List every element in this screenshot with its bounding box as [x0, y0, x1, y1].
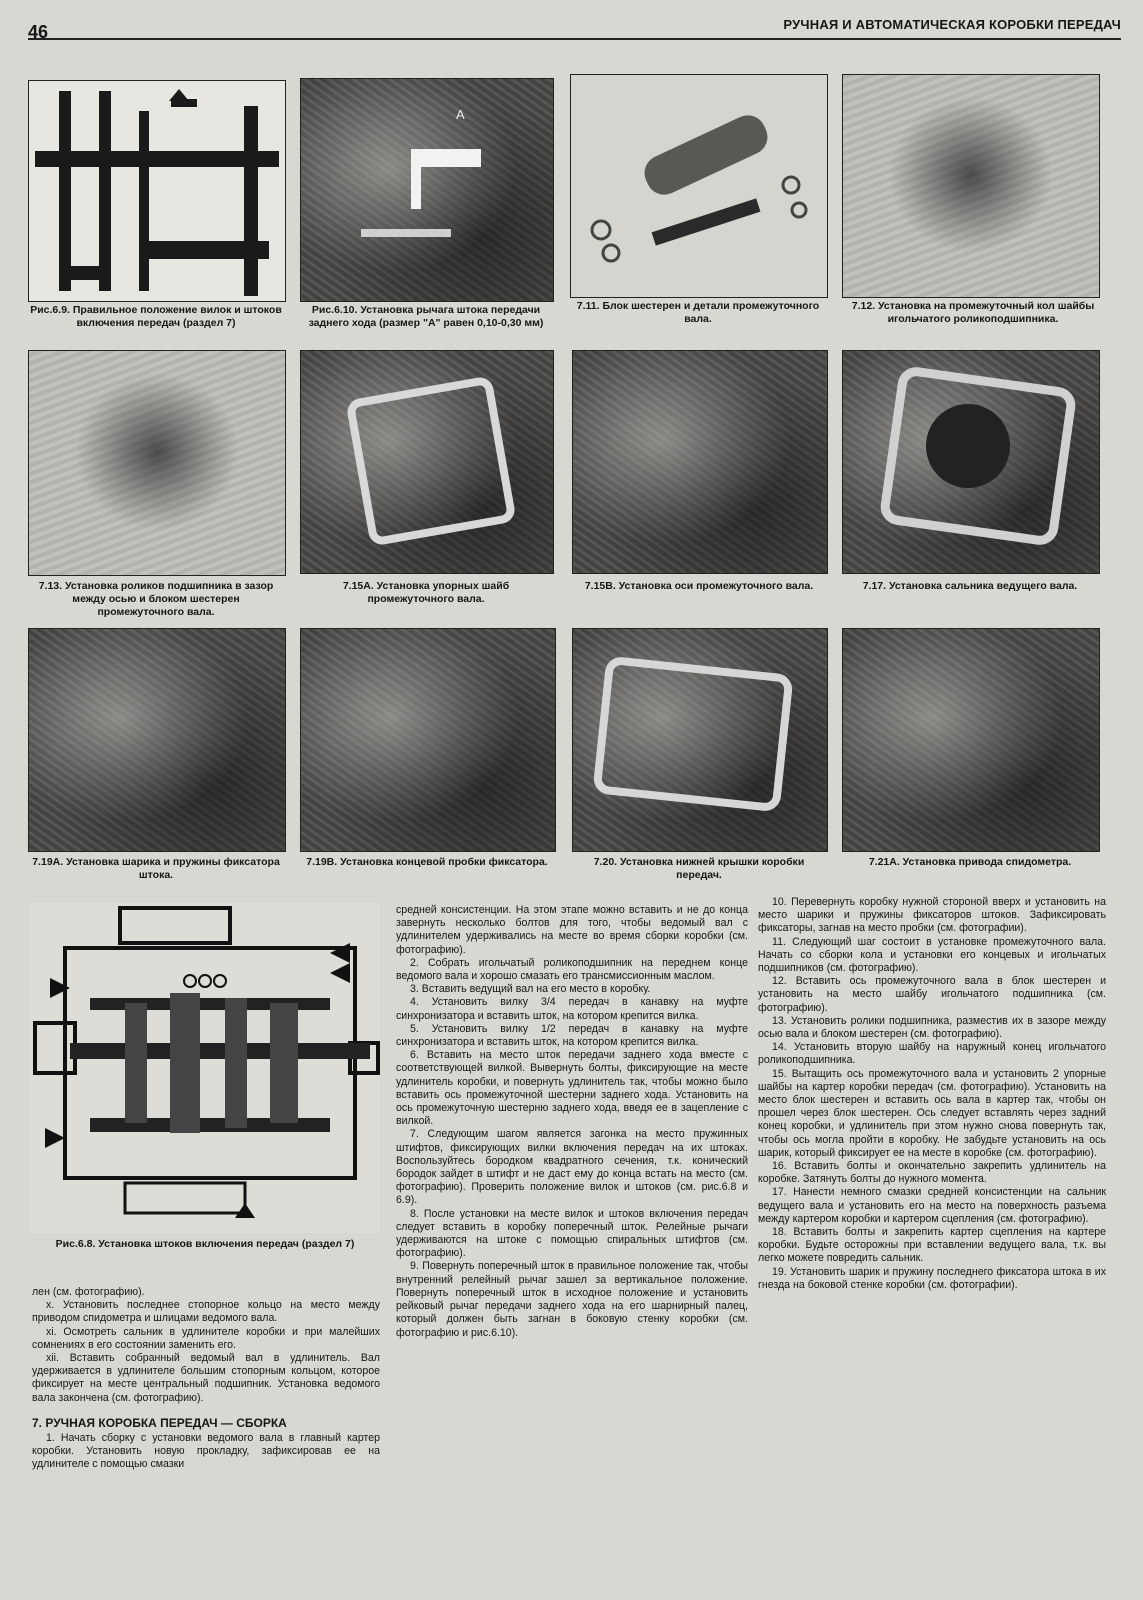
figure-6-8-gearbox-diagram: [30, 903, 380, 1233]
left-paragraph: лен (см. фотографию).: [32, 1286, 145, 1298]
caption-fig-6-10: Рис.6.10. Установка рычага штока передачи заднего хода (размер "А" равен 0,10-0,30 мм): [308, 304, 544, 329]
right-paragraph: 15. Вытащить ось промежуточного вала и установить 2 упорные шайбы на картер коробки передач (см. фотографию). Установить на место блок шестерен и вставить ось вала в картер так, чтобы он прошел через блок шестерен. Ось следует вставлять через задний конец коробки, и удлинитель при этом нужно снова повернуть так, чтобы ось могла пройти в коробку. Не забудьте установить на ось шарик, который фиксирует ее на месте в коробке (см. фотографию).: [758, 1067, 1106, 1159]
right-text-column: [758, 896, 1106, 1292]
right-paragraph: 16. Вставить болты и окончательно закрепить удлинитель на коробке. Затянуть болты до нужного момента.: [758, 1160, 1106, 1186]
gearbox-cross-section: [30, 903, 380, 1233]
right-paragraph: 18. Вставить болты и закрепить картер сцепления на картере коробки. Будьте осторожны при вставлении ведущего вала, т.к. вы легко можете повредить сальник.: [758, 1226, 1106, 1265]
section-heading: 7. РУЧНАЯ КОРОБКА ПЕРЕДАЧ — СБОРКА: [32, 1415, 287, 1430]
fork-rods-drawing: [29, 81, 285, 301]
left-paragraph: xii. Вставить собранный ведомый вал в удлинитель. Вал удерживается в удлинителе большим стопорным кольцом, которое фиксирует на месте центральный подшипник. Установка ведомого вала закончена (см. фотографию).: [32, 1352, 380, 1404]
photo-7-12: [842, 74, 1100, 298]
caption-7-19a: 7.19А. Установка шарика и пружины фиксатора штока.: [32, 856, 280, 881]
photo-7-17: [842, 350, 1100, 574]
caption-7-11: 7.11. Блок шестерен и детали промежуточного вала.: [576, 300, 820, 325]
photo-7-20: [572, 628, 828, 852]
caption-7-20: 7.20. Установка нижней крышки коробки передач.: [593, 856, 805, 881]
right-paragraph: 17. Нанести немного смазки средней консистенции на сальник ведущего вала и установить его на место на поверхность разъема между картером коробки и картером сцепления (см. фотографию).: [758, 1186, 1106, 1225]
middle-paragraph: 2. Собрать игольчатый роликоподшипник на переднем конце ведомого вала и хорошо смазать его трансмиссионным маслом.: [396, 956, 748, 983]
caption-fig-6-8: Рис.6.8. Установка штоков включения передач (раздел 7): [55, 1238, 355, 1250]
middle-paragraph: 9. Повернуть поперечный шток в правильное положение так, чтобы внутренний релейный рычаг зашел за вертикальное положение. Повернуть поперечный шток в исходное положение и установить рейковый рычаг передачи заднего хода на его шарнирный палец, который должен быть загнан в боковую стенку коробки (см. фотографию и рис.6.10).: [396, 1260, 748, 1339]
caption-7-21a: 7.21А. Установка привода спидометра.: [868, 856, 1072, 868]
left-paragraph: xi. Осмотреть сальник в удлинителе коробки и при малейших сомнениях в его состоянии заменить его.: [32, 1325, 380, 1351]
middle-paragraph: 8. После установки на месте вилок и штоков включения передач следует вставить в коробку поперечный шток. Релейные рычаги удерживаются на штоке с помощью спиральных штифтов (см. фотографию).: [396, 1207, 748, 1260]
middle-paragraph: средней консистенции. На этом этапе можно вставить и не до конца завернуть несколько болтов для того, чтобы ведомый вал с удлинителем удерживались на месте во время сборки коробки (см. фотографию).: [396, 904, 748, 956]
left-text-column: [32, 1286, 380, 1472]
caption-7-15a: 7.15А. Установка упорных шайб промежуточного вала.: [342, 580, 510, 605]
photo-7-15b: [572, 350, 828, 574]
caption-7-13: 7.13. Установка роликов подшипника в зазор между осью и блоком шестерен промежуточного вала.: [38, 580, 274, 618]
caption-7-17: 7.17. Установка сальника ведущего вала.: [862, 580, 1078, 592]
photo-7-15a: [300, 350, 554, 574]
right-paragraph: 11. Следующий шаг состоит в установке промежуточного вала. Начать со сборки кола и установки его концевых и игольчатых подшипников (см. фотографию).: [758, 935, 1106, 975]
photo-7-17-marks: [843, 351, 1099, 573]
right-paragraph: 19. Установить шарик и пружину последнего фиксатора штока в их гнезда на боковой стенке коробки (см. фотографии).: [758, 1265, 1106, 1291]
middle-paragraph: 5. Установить вилку 1/2 передач в канавку на муфте синхронизатора и вставить шток, на котором крепится вилка.: [396, 1022, 748, 1049]
photo-7-11-marks: [571, 75, 827, 297]
caption-7-12: 7.12. Установка на промежуточный кол шайбы игольчатого роликоподшипника.: [851, 300, 1095, 325]
right-paragraph: 10. Перевернуть коробку нужной стороной вверх и установить на место шарики и пружины фиксаторов штоков. Зафиксировать фиксаторы, загнав на место пробки (см. фотографии).: [758, 896, 1106, 935]
caption-fig-6-9: Рис.6.9. Правильное положение вилок и штоков включения передач (раздел 7): [30, 304, 282, 329]
dimension-a-label: А: [456, 107, 465, 122]
photo-7-19b: [300, 628, 556, 852]
photo-7-20-marks: [573, 629, 827, 851]
caption-7-15b: 7.15В. Установка оси промежуточного вала.: [584, 580, 814, 592]
header-rule: [28, 38, 1121, 40]
photo-7-21a: [842, 628, 1100, 852]
page-number: 46: [28, 22, 49, 42]
left-paragraph: x. Установить последнее стопорное кольцо на место между приводом спидометра и шлицами ведомого вала.: [32, 1299, 380, 1325]
caption-7-19b: 7.19В. Установка концевой пробки фиксатора.: [306, 856, 548, 868]
photo-7-19a: [28, 628, 286, 852]
middle-paragraph: 4. Установить вилку 3/4 передач в канавку на муфте синхронизатора и вставить шток, на котором крепится вилка.: [396, 996, 748, 1022]
middle-paragraph: 3. Вставить ведущий вал на его место в коробку.: [410, 983, 651, 996]
photo-fig-6-10: [300, 78, 554, 302]
running-head: РУЧНАЯ И АВТОМАТИЧЕСКАЯ КОРОБКИ ПЕРЕДАЧ: [783, 17, 1121, 32]
middle-paragraph: 6. Вставить на место шток передачи заднего хода вместе с соответствующей вилкой. Вывернуть болты, фиксирующие на месте удлинитель коробки, и повернуть удлинитель так, чтобы можно было вставить ось промежуточной шестерни заднего хода. Установить на ось промежуточную шестерню заднего хода, введя ее в зацепление с вилкой.: [396, 1049, 748, 1128]
right-paragraph: 14. Установить вторую шайбу на наружный конец игольчатого роликоподшипника.: [758, 1041, 1106, 1067]
right-paragraph: 12. Вставить ось промежуточного вала в блок шестерен и установить на место шайбу игольчатого подшипника (см. фотографию).: [758, 975, 1106, 1014]
photo-7-11: [570, 74, 828, 298]
left-paragraph: 1. Начать сборку с установки ведомого вала в главный картер коробки. Установить новую прокладку, зафиксировав ее на удлинителе с помощью смазки: [32, 1432, 380, 1471]
fig-6-10-marks: [301, 79, 553, 301]
figure-6-9-fork-rods-diagram: [28, 80, 286, 302]
middle-text-column: [396, 904, 748, 1340]
right-paragraph: 13. Установить ролики подшипника, разместив их в зазоре между осью вала и блоком шестерен (см. фотографию).: [758, 1014, 1106, 1041]
photo-7-15a-marks: [301, 351, 553, 573]
middle-paragraph: 7. Следующим шагом является загонка на место пружинных штифтов, фиксирующих вилки включения передач на их штоках. Воспользуйтесь бородком квадратного сечения, т.к. конический бородок зайдет в штифт и не даст ему до конца встать на место (см. фотографию). Проверить положение вилок и штоков (см. рис.6.8 и 6.9).: [396, 1128, 748, 1207]
photo-7-13: [28, 350, 286, 576]
